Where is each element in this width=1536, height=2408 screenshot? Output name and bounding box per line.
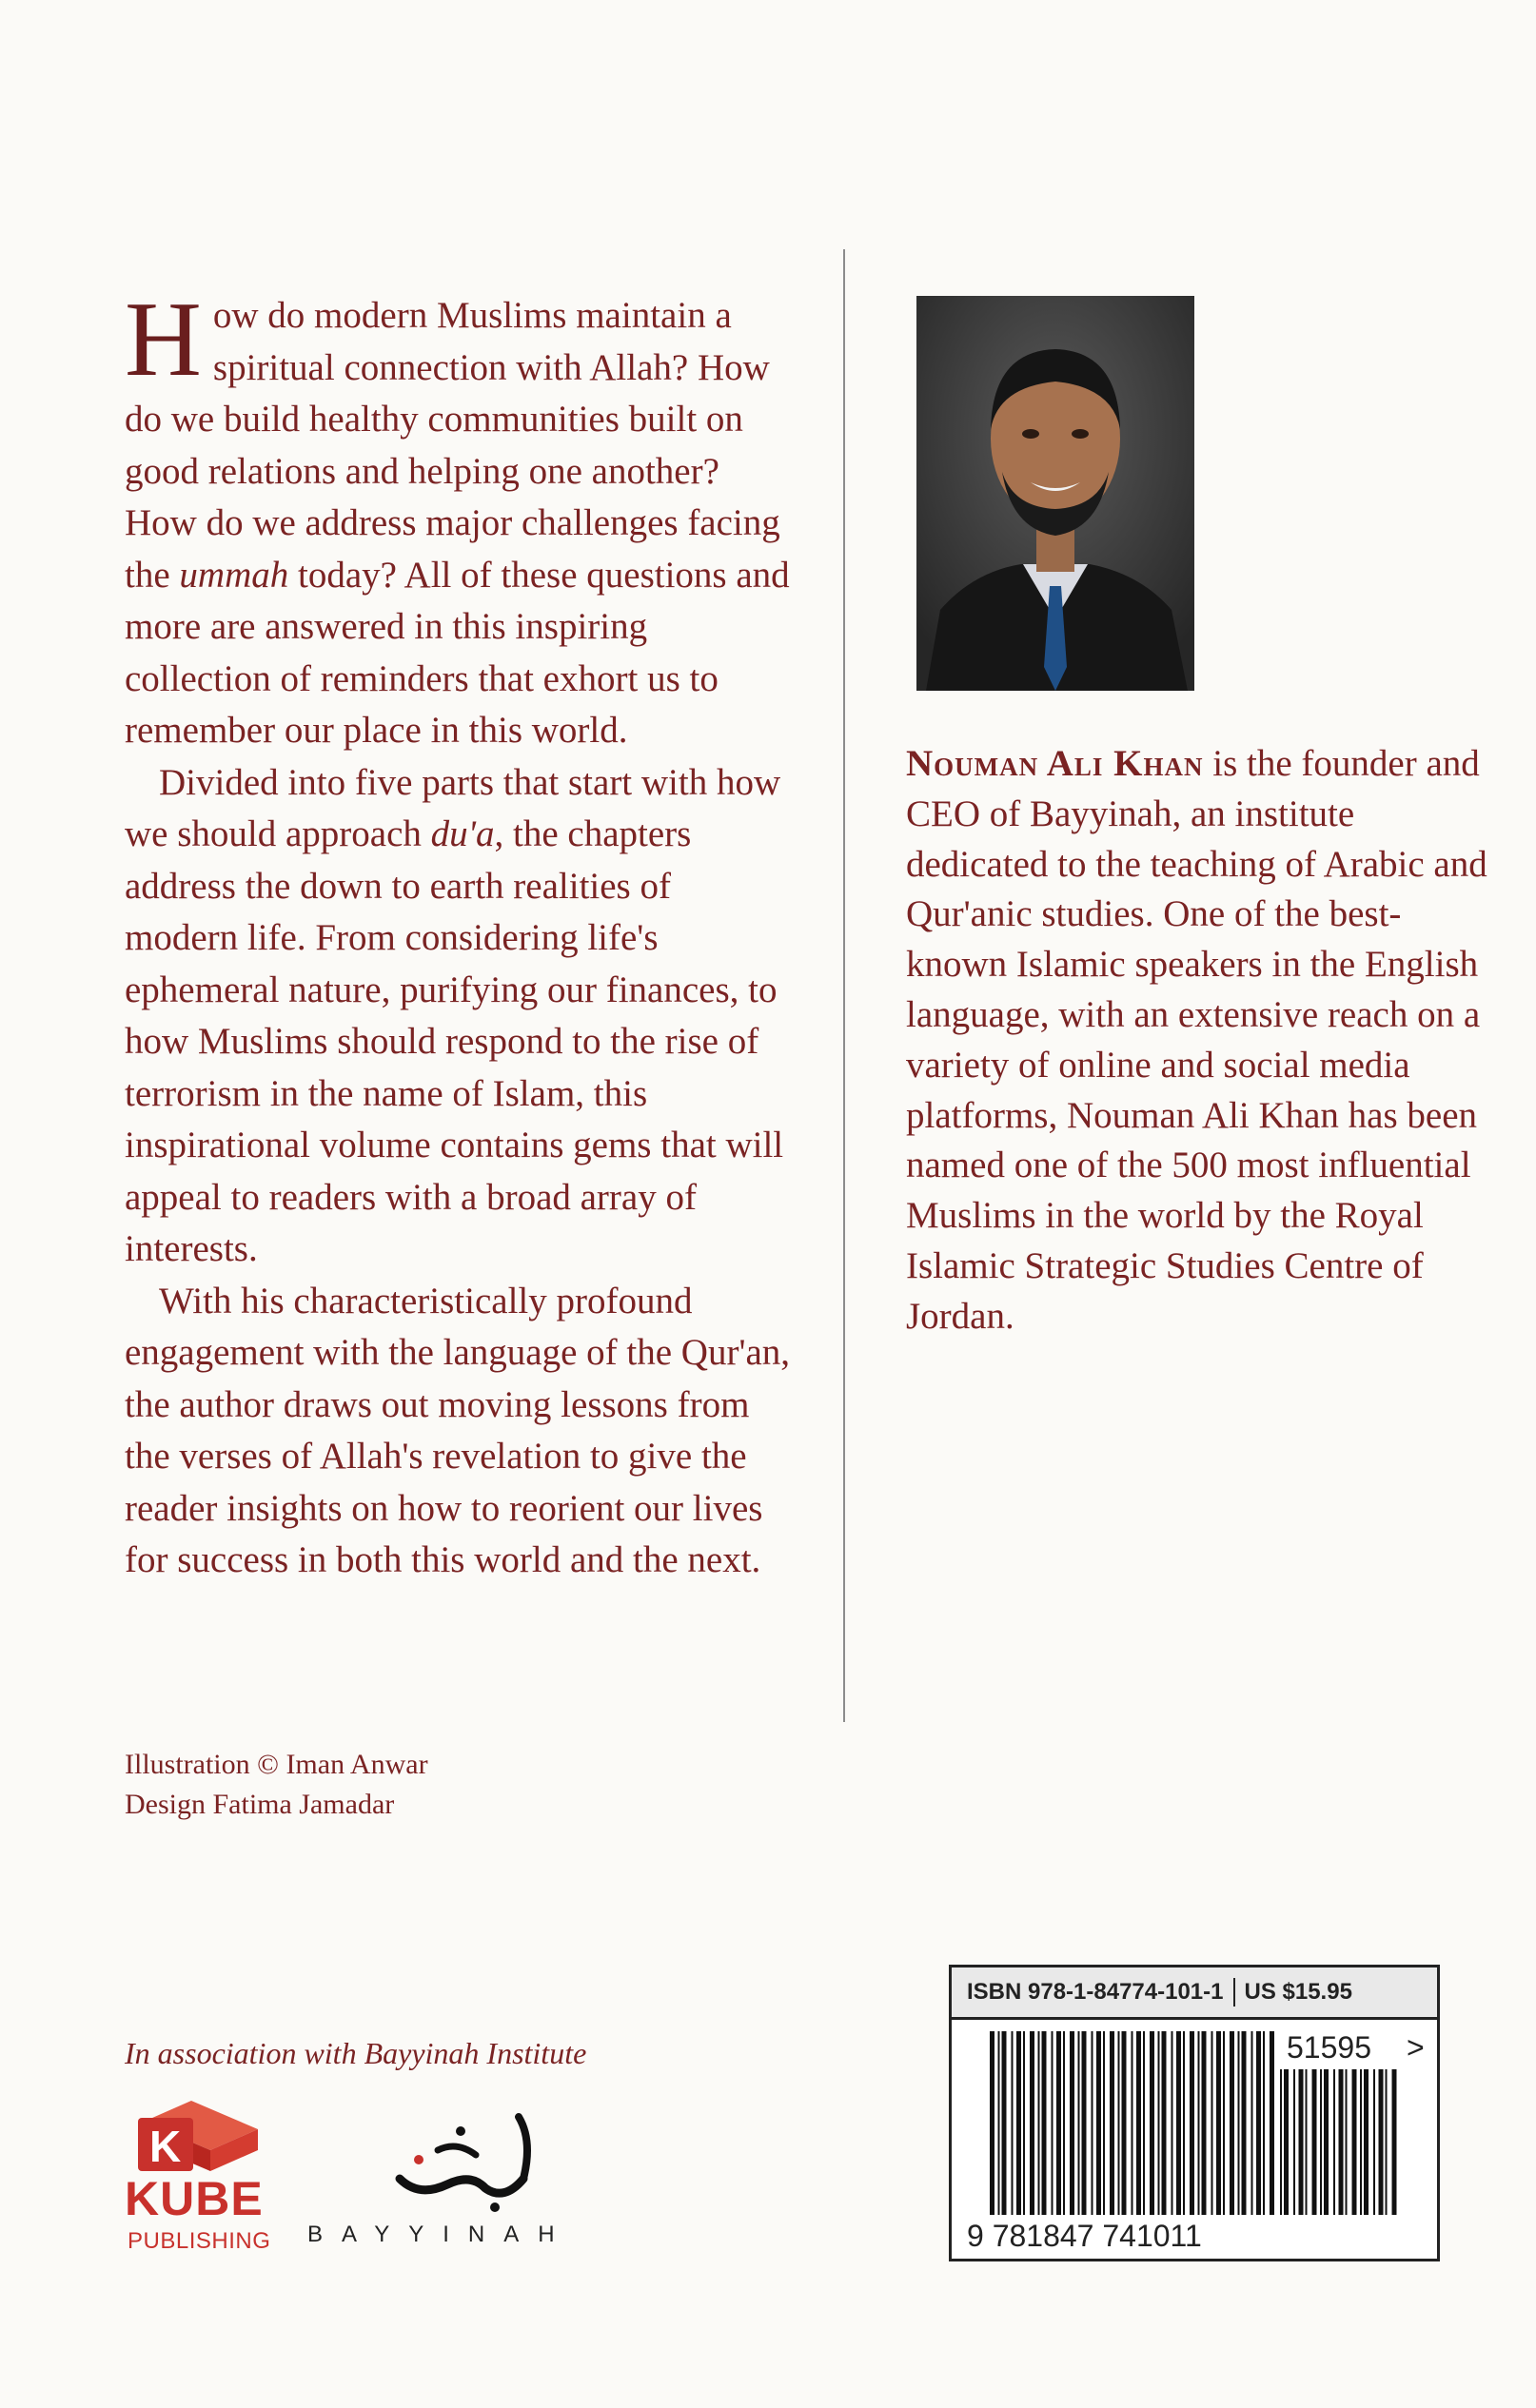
- addon-barcode-bar: [1284, 2069, 1289, 2215]
- main-barcode-bar: [1198, 2031, 1200, 2215]
- addon-barcode-bar: [1360, 2069, 1362, 2215]
- bayyinah-wordmark: BAYYINAH: [307, 2222, 574, 2247]
- credits: [125, 1745, 428, 1825]
- author-photo: [916, 296, 1194, 691]
- main-barcode-bar: [1132, 2031, 1133, 2215]
- main-barcode-bar: [1136, 2031, 1141, 2215]
- isbn-header: [952, 1968, 1437, 2020]
- main-barcode-bar: [1158, 2031, 1160, 2215]
- kube-wordmark: KUBE: [125, 2172, 264, 2225]
- main-barcode-bar: [1263, 2031, 1265, 2215]
- illustration-credit: Illustration © Iman Anwar: [125, 1749, 428, 1780]
- blurb-paragraph-1: How do modern Muslims maintain a spiritual connection with Allah? How do we build healthy communities built on good relations and helping one another? How do we address major challenges facing the ummah today? All of these questions and more are answered in this inspiring collection of reminders that exhort us to remember our place in this world.: [125, 281, 790, 751]
- main-barcode-bar: [1042, 2031, 1047, 2215]
- main-barcode-bar: [1023, 2031, 1025, 2215]
- main-barcode-bar: [990, 2031, 994, 2215]
- main-barcode-bar: [998, 2031, 1000, 2215]
- main-barcode-bar: [1082, 2031, 1087, 2215]
- addon-barcode-bar: [1333, 2069, 1335, 2215]
- column-divider: [843, 249, 845, 1722]
- blurb-paragraph-3: With his characteristically profound engagement with the language of the Qur'an, the author draws out moving lessons from the verses of Allah's revelation to give the reader insights on how to reorient our lives for success in both this world and the next.: [125, 1280, 791, 1580]
- main-barcode-bar: [1012, 2031, 1014, 2215]
- main-barcode-bar: [1002, 2031, 1007, 2215]
- back-cover-blurb: [125, 281, 791, 1587]
- main-barcode-bar: [1118, 2031, 1120, 2215]
- addon-barcode-bar: [1312, 2069, 1317, 2215]
- main-barcode-bar: [1270, 2031, 1274, 2215]
- main-barcode-bar: [1016, 2031, 1021, 2215]
- main-barcode-bar: [1238, 2031, 1240, 2215]
- main-barcode-bar: [1063, 2031, 1065, 2215]
- author-bio-text: is the founder and CEO of Bayyinah, an institute dedicated to the teaching of Arabic and Qur'anic studies. One of the best-known Islamic speakers in the English language, with an extensive reach on a variety of online and social media platforms, Nouman Ali Khan has been named one of the 500 most influential Muslims in the world by the Royal Islamic Strategic Studies Centre of Jordan.: [906, 743, 1487, 1337]
- main-barcode-bar: [1202, 2031, 1207, 2215]
- main-barcode-bar: [1096, 2031, 1101, 2215]
- main-barcode-bar: [1122, 2031, 1127, 2215]
- addon-barcode-bar: [1306, 2069, 1308, 2215]
- addon-barcode-bar: [1392, 2069, 1397, 2215]
- barcode-digits: 9 781847 741011: [967, 2219, 1202, 2253]
- main-barcode-bar: [1216, 2031, 1221, 2215]
- price-code-arrow: >: [1407, 2030, 1425, 2065]
- main-barcode-bar: [1176, 2031, 1181, 2215]
- blurb-paragraph-2: Divided into five parts that start with how we should approach du'a, the chapters address the down to earth realities of modern life. From considering life's ephemeral nature, purifying our finances, to how Muslims should respond to the rise of terrorism in the name of Islam, this inspirational volume contains gems that will appeal to readers with a broad array of interests.: [125, 761, 784, 1269]
- main-barcode-bar: [1223, 2031, 1225, 2215]
- kube-publishing-label: PUBLISHING: [128, 2228, 271, 2254]
- main-barcode-bar: [1052, 2031, 1054, 2215]
- main-barcode-bar: [1211, 2031, 1213, 2215]
- main-barcode-bar: [1162, 2031, 1167, 2215]
- main-barcode-bar: [1078, 2031, 1080, 2215]
- addon-barcode-bar: [1379, 2069, 1384, 2215]
- addon-barcode-bar: [1386, 2069, 1388, 2215]
- addon-barcode-bar: [1324, 2069, 1329, 2215]
- main-barcode-bar: [1103, 2031, 1105, 2215]
- main-barcode-bar: [1230, 2031, 1234, 2215]
- addon-barcode-bar: [1352, 2069, 1357, 2215]
- price: US $15.95: [1244, 1979, 1352, 2005]
- addon-barcode-bar: [1364, 2069, 1369, 2215]
- main-barcode-bar: [1038, 2031, 1040, 2215]
- isbn-number: ISBN 978-1-84774-101-1: [967, 1979, 1224, 2005]
- association-line: In association with Bayyinah Institute: [125, 2036, 587, 2070]
- addon-barcode-bar: [1280, 2069, 1282, 2215]
- main-barcode-bar: [1110, 2031, 1114, 2215]
- main-barcode-bar: [1190, 2031, 1194, 2215]
- addon-barcode-bar: [1293, 2069, 1295, 2215]
- main-barcode-bar: [1183, 2031, 1185, 2215]
- barcode: [952, 2020, 1437, 2261]
- main-barcode-bar: [1056, 2031, 1061, 2215]
- main-barcode-bar: [1092, 2031, 1093, 2215]
- price-code: 51595: [1287, 2030, 1371, 2065]
- main-barcode-bar: [1172, 2031, 1173, 2215]
- addon-barcode-bar: [1299, 2069, 1304, 2215]
- addon-barcode-bar: [1346, 2069, 1348, 2215]
- design-credit: Design Fatima Jamadar: [125, 1789, 395, 1820]
- isbn-barcode-box: [949, 1965, 1440, 2261]
- main-barcode-bar: [1070, 2031, 1074, 2215]
- main-barcode-bar: [1143, 2031, 1145, 2215]
- main-barcode-bar: [1150, 2031, 1154, 2215]
- addon-barcode-bar: [1339, 2069, 1344, 2215]
- addon-barcode-bar: [1320, 2069, 1322, 2215]
- isbn-separator: [1233, 1978, 1235, 2007]
- drop-cap: H: [125, 281, 202, 399]
- main-barcode-bar: [1030, 2031, 1034, 2215]
- addon-barcode-bar: [1373, 2069, 1375, 2215]
- main-barcode-bar: [1251, 2031, 1253, 2215]
- main-barcode-bar: [1242, 2031, 1247, 2215]
- svg-text:K: K: [149, 2122, 182, 2171]
- author-name: Nouman Ali Khan: [906, 743, 1204, 784]
- author-bio: [906, 739, 1496, 1342]
- bayyinah-calligraphy-icon: [381, 2103, 542, 2217]
- barcode-graphic: [952, 2020, 1437, 2261]
- main-barcode-bar: [1256, 2031, 1261, 2215]
